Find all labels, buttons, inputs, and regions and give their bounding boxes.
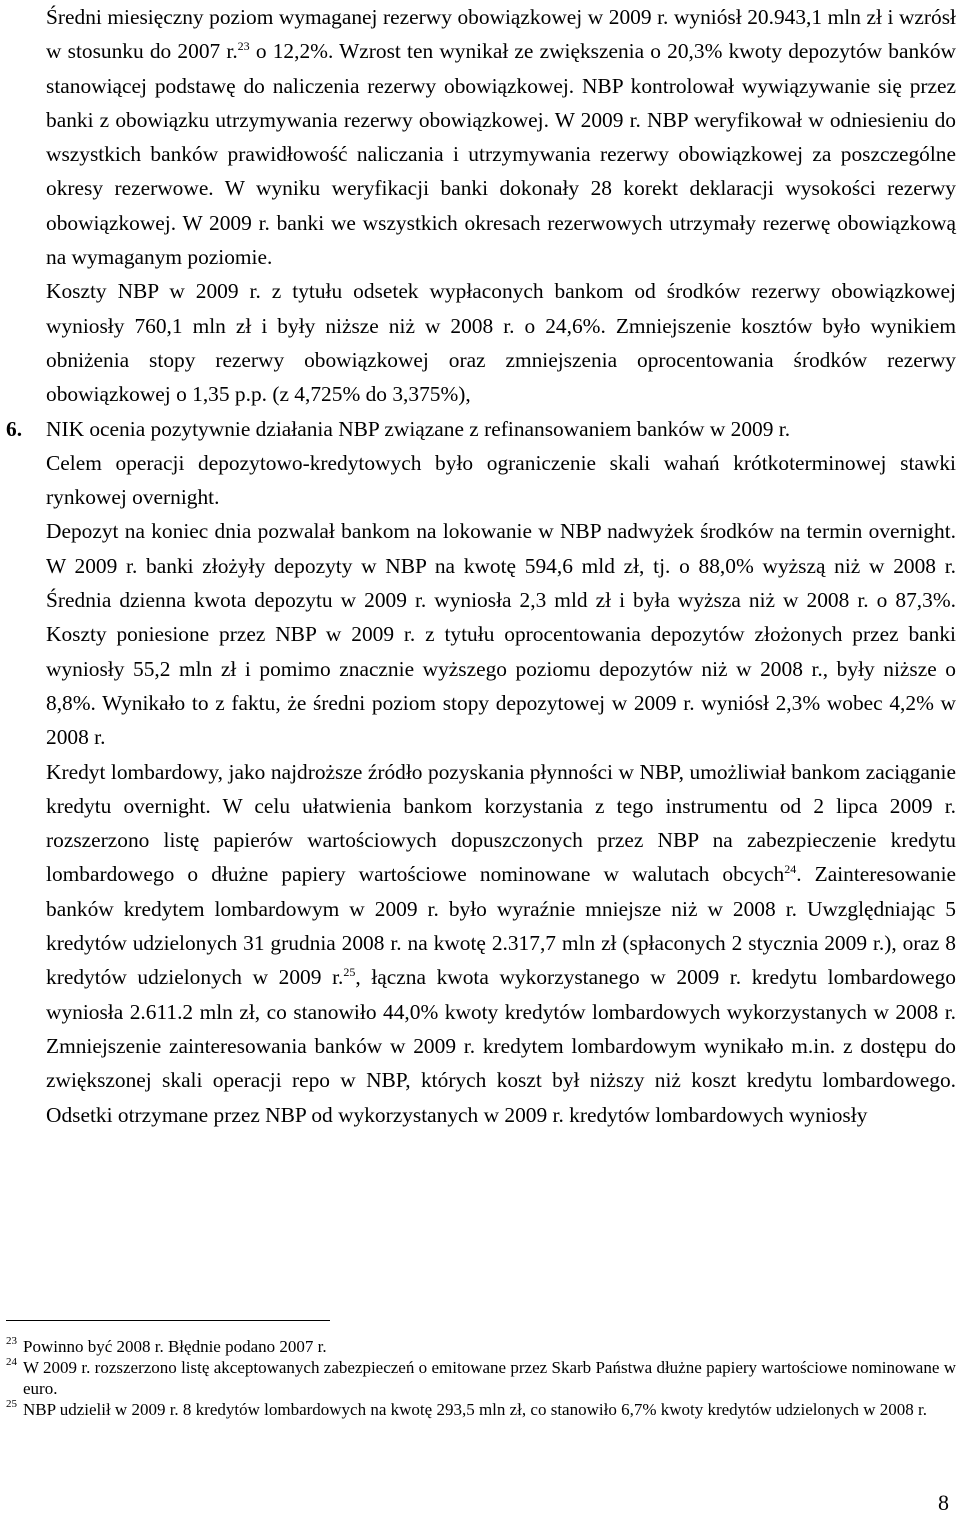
footnote-number: 25 <box>6 1398 17 1410</box>
paragraph-lombard-part2: . Zainteresowanie banków kredytem lombardowym w 2009 r. było wyraźnie mniejsze niż w 2008 r. Uwzględniając 5 kredytów udzielonych 31 grudnia 2008 r. na kwotę 2.317,7 mln zł (spłaconych 2 stycznia 2009 r.), oraz 8 kredytów udzielonych w 2009 r. <box>46 862 957 990</box>
paragraph-deposit: Depozyt na koniec dnia pozwalał bankom na lokowanie w NBP nadwyżek środków na termin overnight. W 2009 r. banki złożyły depozyty w NBP na kwotę 594,6 mld zł, tj. o 88,0% wyższą niż w 2008 r. Średnia dzienna kwota depozytu w 2009 r. wyniosła 2,3 mld zł i była wyższa niż w 2008 r. o 87,3%. Koszty poniesione przez NBP w 2009 r. z tytułu oprocentowania depozytów złożonych przez banki wyniosły 55,2 mln zł i pomimo znacznie wyższego poziomu depozytów niż w 2008 r., były niższe o 8,8%. Wynikało to z faktu, że średni poziom stopy depozytowej w 2009 r. wyniósł 2,3% wobec 4,2% w 2008 r. <box>46 519 956 750</box>
footnote-text: NBP udzielił w 2009 r. 8 kredytów lombardowych na kwotę 293,5 mln zł, co stanowiło 6,7% kwoty kredytów udzielonych w 2008 r. <box>23 1400 928 1419</box>
footnote-23 <box>6 1336 956 1357</box>
paragraph-reserve-costs: Koszty NBP w 2009 r. z tytułu odsetek wypłaconych bankom od środków rezerwy obowiązkowej wyniosły 760,1 mln zł i były niższe niż w 2008 r. o 24,6%. Zmniejszenie kosztów było wynikiem obniżenia stopy rezerwy obowiązkowej oraz zmniejszenia oprocentowania środków rezerwy obowiązkowej o 1,35 p.p. (z 4,725% do 3,375%), <box>46 279 956 407</box>
item-number: 6. <box>6 416 23 441</box>
numbered-item-6 <box>6 412 956 446</box>
footnote-separator <box>6 1320 330 1321</box>
footnote-number: 23 <box>6 1335 17 1347</box>
footnotes <box>6 1336 956 1420</box>
paragraph-lombard-part1: Kredyt lombardowy, jako najdroższe źródło pozyskania płynności w NBP, umożliwiał bankom zaciąganie kredytu overnight. W celu ułatwienia bankom korzystania z tego instrumentu od 2 lipca 2009 r. rozszerzono listę papierów wartościowych dopuszczonych przez NBP na zabezpieczenie kredytu lombardowego o dłużne papiery wartościowe nominowane w walutach obcych <box>46 759 956 887</box>
paragraph-reserve-level <box>46 0 956 274</box>
footnote-text: W 2009 r. rozszerzono listę akceptowanych zabezpieczeń o emitowane przez Skarb Państwa dłużne papiery wartościowe nominowane w euro. <box>23 1358 956 1398</box>
paragraph-reserve-level-part2: o 12,2%. Wzrost ten wynikał ze zwiększenia o 20,3% kwoty depozytów banków stanowiącej podstawę do naliczenia rezerwy obowiązkowej. NBP kontrolował wywiązywanie się przez banki z obowiązku utrzymywania rezerwy obowiązkowej. W 2009 r. NBP weryfikował w odniesieniu do wszystkich banków prawidłowość naliczania i utrzymywania rezerwy obowiązkowej za poszczególne okresy rezerwowe. W wyniku weryfikacji banki dokonały 28 korekt deklaracji wysokości rezerwy obowiązkowej. W 2009 r. banki we wszystkich okresach rezerwowych utrzymały rezerwę obowiązkową na wymaganym poziomie. <box>46 39 956 270</box>
footnote-ref-24: 24 <box>784 862 797 877</box>
footnote-24 <box>6 1357 956 1399</box>
footnote-text: Powinno być 2008 r. Błędnie podano 2007 r. <box>23 1337 327 1356</box>
footnote-ref-23: 23 <box>237 39 250 54</box>
paragraph-reserve-level-part1: Średni miesięczny poziom wymaganej rezerwy obowiązkowej w 2009 r. wyniósł 20.943,1 mln zł i wzrósł w stosunku do 2007 r. <box>46 5 956 64</box>
footnote-number: 24 <box>6 1356 17 1368</box>
item-6-text: NIK ocenia pozytywnie działania NBP związane z refinansowaniem banków w 2009 r. <box>46 416 791 441</box>
page-number: 8 <box>938 1490 949 1515</box>
main-text <box>6 0 957 1132</box>
paragraph-operations-goal: Celem operacji depozytowo-kredytowych było ograniczenie skali wahań krótkoterminowej stawki rynkowej overnight. <box>46 450 956 510</box>
footnote-ref-25: 25 <box>343 965 356 980</box>
paragraph-lombard-credit <box>46 755 956 1132</box>
footnote-25 <box>6 1399 956 1420</box>
paragraph-lombard-part3: , łączna kwota wykorzystanego w 2009 r. kredytu lombardowego wyniosła 2.611.2 mln zł, co stanowiło 44,0% kwoty kredytów lombardowych wykorzystanych w 2008 r. Zmniejszenie zainteresowania banków w 2009 r. kredytem lombardowym wynikało m.in. z dostępu do zwiększonej skali operacji repo w NBP, których koszt był niższy niż koszt kredytu lombardowego. Odsetki otrzymane przez NBP od wykorzystanych w 2009 r. kredytów lombardowych wyniosły <box>46 965 956 1127</box>
